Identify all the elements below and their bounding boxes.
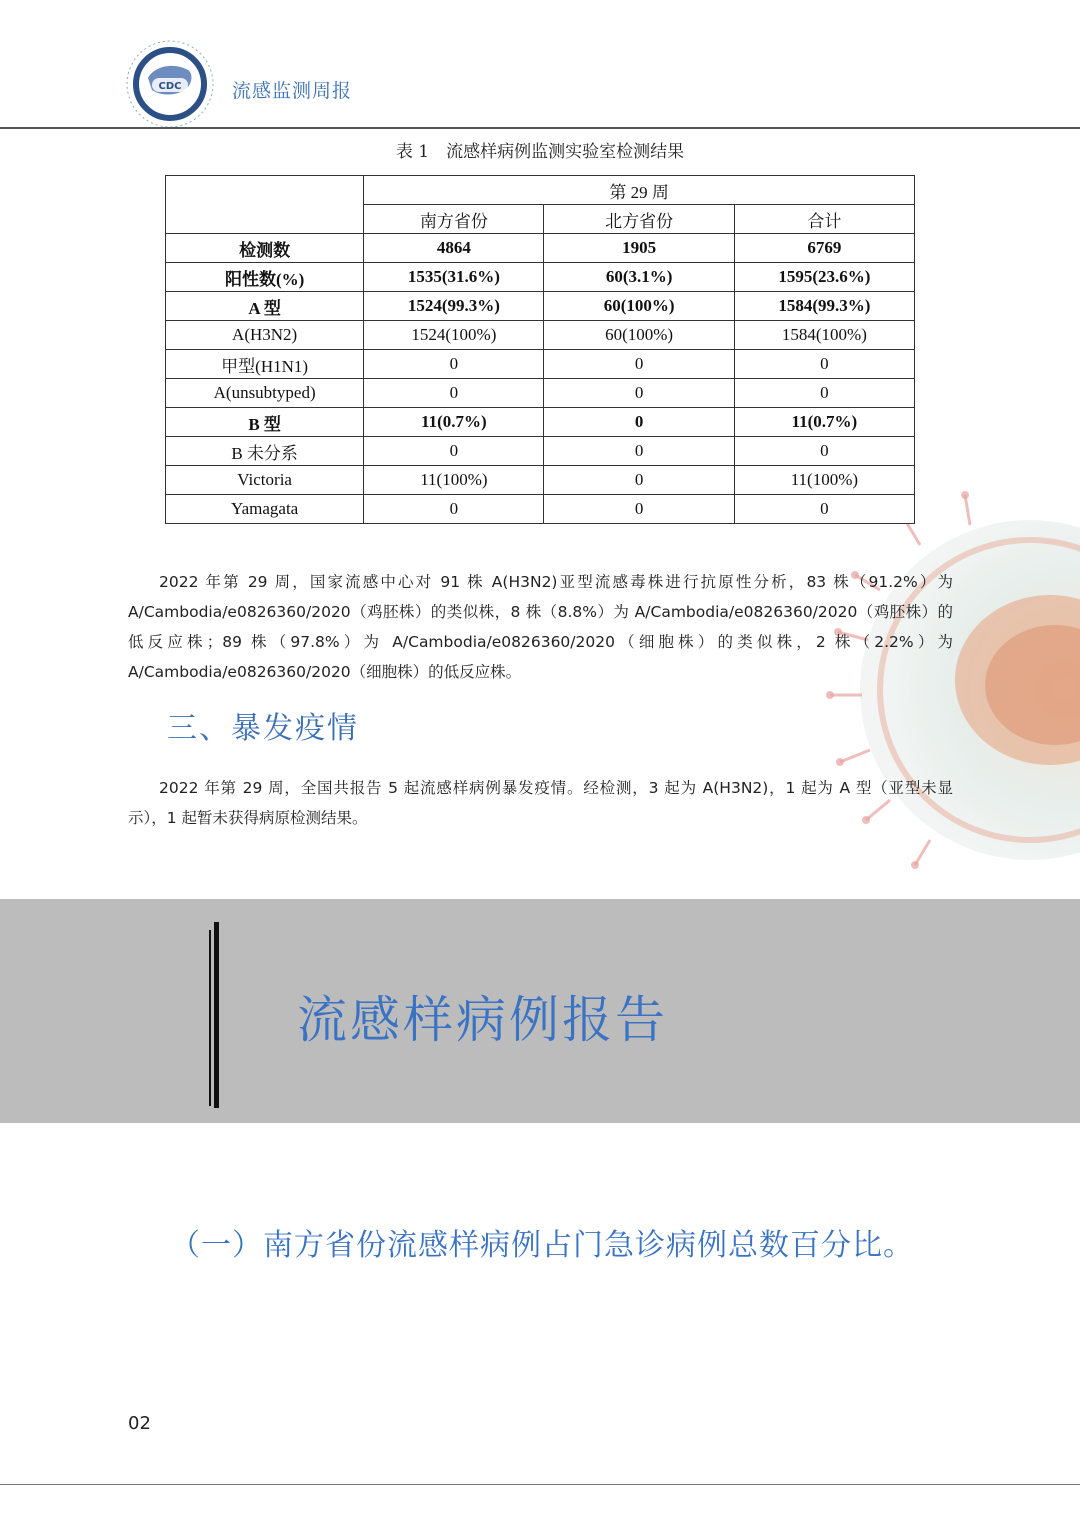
subsection-heading: （一）南方省份流感样病例占门急诊病例总数百分比。 [170,1228,914,1263]
cell-north: 60(3.1%) [544,263,734,292]
col-header-south: 南方省份 [364,205,544,234]
cell-north: 0 [544,379,734,408]
cdc-logo-text: CDC [158,81,182,92]
cell-north: 60(100%) [544,292,734,321]
cell-total: 1595(23.6%) [734,263,914,292]
cell-south: 1524(100%) [364,321,544,350]
table-row [166,466,915,495]
cell-south: 4864 [364,234,544,263]
cell-total: 0 [734,495,914,524]
banner-title: 流感样病例报告 [297,991,668,1049]
col-header-north: 北方省份 [544,205,734,234]
banner-accent-bar [214,922,219,1108]
row-label: 阳性数(%) [166,263,364,292]
row-label: Yamagata [166,495,364,524]
cell-south: 11(0.7%) [364,408,544,437]
cell-south: 0 [364,379,544,408]
row-label: A(H3N2) [166,321,364,350]
table-week-header: 第 29 周 [364,176,915,205]
cell-south: 11(100%) [364,466,544,495]
cell-north: 0 [544,466,734,495]
cell-south: 0 [364,350,544,379]
cell-total: 0 [734,379,914,408]
cell-north: 0 [544,437,734,466]
banner-accent-line [209,930,211,1106]
cell-total: 0 [734,350,914,379]
table-row [166,437,915,466]
cell-total: 11(0.7%) [734,408,914,437]
row-label: Victoria [166,466,364,495]
cell-south: 1535(31.6%) [364,263,544,292]
header-divider [0,127,1080,129]
cdc-logo [124,38,216,130]
row-label: A 型 [166,292,364,321]
table-row [166,292,915,321]
table-corner-cell [166,176,364,234]
cell-total: 11(100%) [734,466,914,495]
table-row [166,263,915,292]
cell-north: 60(100%) [544,321,734,350]
table-row [166,321,915,350]
table-row [166,408,915,437]
col-header-total: 合计 [734,205,914,234]
cell-north: 0 [544,408,734,437]
cell-total: 1584(99.3%) [734,292,914,321]
cell-south: 0 [364,495,544,524]
cell-total: 6769 [734,234,914,263]
outbreak-paragraph: 2022 年第 29 周，全国共报告 5 起流感样病例暴发疫情。经检测，3 起为 A(H3N2)，1 起为 A 型（亚型未显示），1 起暂未获得病原检测结果。 [128,779,953,827]
section-outbreak-heading: 三、暴发疫情 [167,711,359,746]
table-row [166,495,915,524]
row-label: 甲型(H1N1) [166,350,364,379]
cell-total: 0 [734,437,914,466]
lab-results-table [165,175,915,524]
antigenic-analysis-paragraph: 2022 年第 29 周，国家流感中心对 91 株 A(H3N2)亚型流感毒株进行抗原性分析，83 株（91.2%）为 A/Cambodia/e0826360/2020（鸡胚株）的类似株，8 株（8.8%）为 A/Cambodia/e0826360/2020（鸡胚株）的低反应株；89 株（97.8%）为 A/Cambodia/e0826360/2020（细胞株）的类似株，2 株（2.2%）为 A/Cambodia/e0826360/2020（细胞株）的低反应株。 [128,573,953,681]
table-row [166,234,915,263]
table-row [166,350,915,379]
cell-north: 1905 [544,234,734,263]
cell-north: 0 [544,495,734,524]
cell-north: 0 [544,350,734,379]
row-label: A(unsubtyped) [166,379,364,408]
cell-total: 1584(100%) [734,321,914,350]
page-number: 02 [128,1413,151,1434]
row-label: 检测数 [166,234,364,263]
table-caption: 表 1 流感样病例监测实验室检测结果 [395,142,685,162]
row-label: B 型 [166,408,364,437]
row-label: B 未分系 [166,437,364,466]
footer-divider [0,1484,1080,1485]
table-row [166,379,915,408]
cell-south: 0 [364,437,544,466]
cell-south: 1524(99.3%) [364,292,544,321]
report-title: 流感监测周报 [232,80,353,102]
virus-illustration [780,470,1080,910]
